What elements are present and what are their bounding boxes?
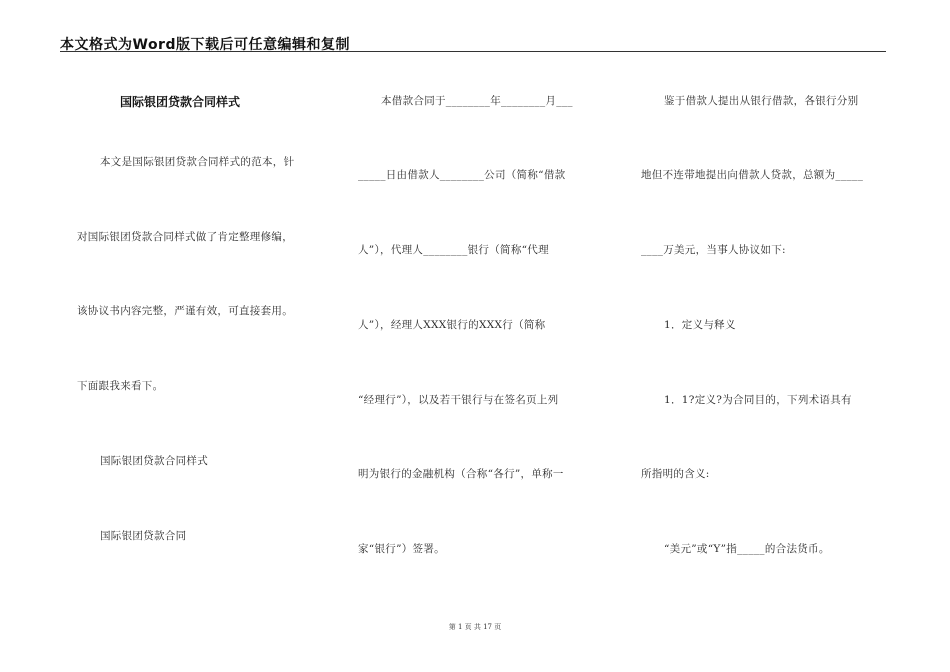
paragraph-line: “美元”或“Y”指_____的合法货币。 — [664, 543, 830, 555]
paragraph-line: 下面跟我来看下。 — [77, 380, 164, 392]
paragraph-line: 1．1?定义?为合同目的，下列术语具有 — [664, 394, 852, 406]
section-heading: 国际银团贷款合同样式 — [100, 455, 208, 467]
paragraph-line: 明为银行的金融机构（合称“各行”，单称一 — [358, 468, 564, 480]
paragraph-line: 本文是国际银团贷款合同样式的范本，针 — [100, 156, 295, 168]
document-title: 国际银团贷款合同样式 — [120, 95, 241, 109]
header-title: 本文格式为Word版下载后可任意编辑和复制 — [60, 37, 350, 53]
paragraph-line: 人”），经理人XXX银行的XXX行（简称 — [358, 319, 546, 331]
section-heading: 国际银团贷款合同 — [100, 530, 187, 542]
section-heading: 1．定义与释义 — [664, 319, 736, 331]
page-number: 第 1 页 共 17 页 — [448, 623, 502, 631]
header-divider — [60, 51, 886, 52]
paragraph-line: “经理行”），以及若干银行与在签名页上列 — [358, 394, 559, 406]
paragraph-line: 对国际银团贷款合同样式做了肯定整理修编， — [77, 231, 293, 243]
paragraph-line: 地但不连带地提出向借款人贷款，总额为_____ — [641, 169, 864, 181]
paragraph-line: 本借款合同于________年________月___ — [381, 95, 573, 107]
paragraph-line: 人”），代理人________银行（简称“代理 — [358, 244, 549, 256]
paragraph-line: ____万美元，当事人协议如下: — [641, 244, 786, 256]
paragraph-line: 鉴于借款人提出从银行借款，各银行分别 — [664, 95, 859, 107]
paragraph-line: 该协议书内容完整，严谨有效，可直接套用。 — [77, 305, 293, 317]
paragraph-line: _____日由借款人________公司（简称“借款 — [358, 169, 566, 181]
paragraph-line: 家“银行”）签署。 — [358, 543, 445, 555]
paragraph-line: 所指明的含义: — [641, 468, 710, 480]
